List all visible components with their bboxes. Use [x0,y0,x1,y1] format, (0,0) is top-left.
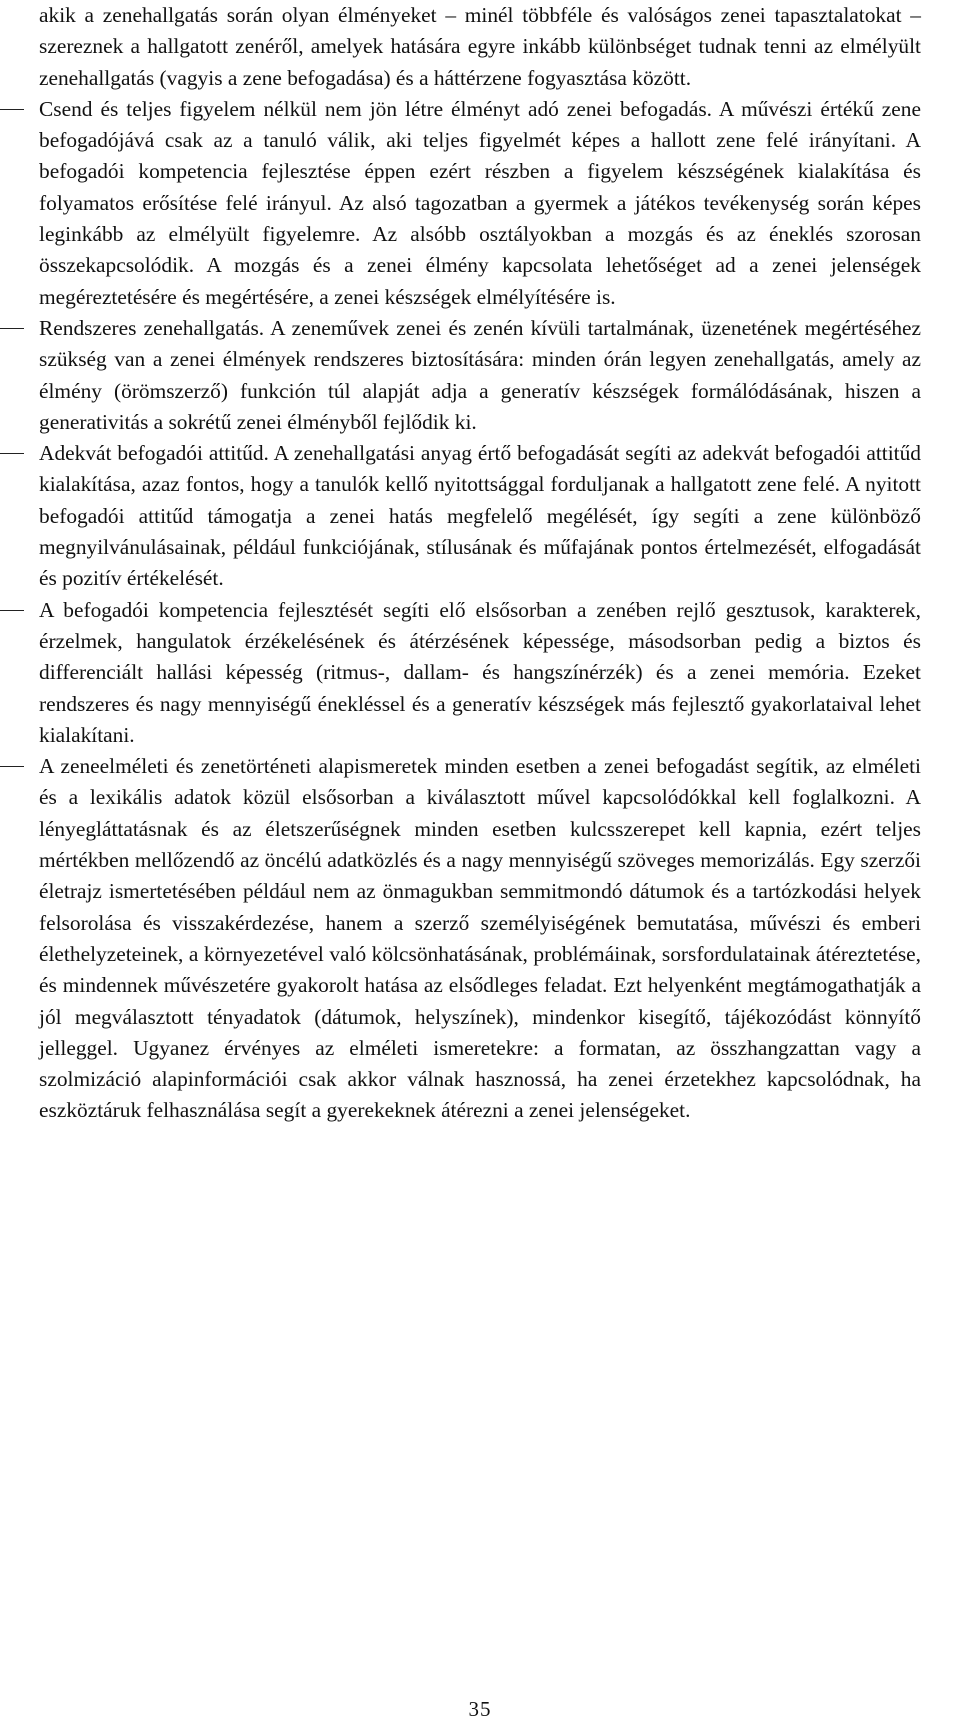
list-item [39,595,921,751]
list-item-text: Rendszeres zenehallgatás. A zeneművek zenei és zenén kívüli tartalmának, üzenetének megértéséhez szükség van a zenei élmények rendszeres biztosítására: minden órán legyen zenehallgatás, amely az élmény (örömszerző) funkción túl alapját adja a generatív készségek formálódásának, hiszen a generativitás a sokrétű zenei élményből fejlődik ki. [39,315,921,434]
dash-bullet [0,453,24,454]
dash-bullet [0,328,24,329]
list-item [39,94,921,313]
page-number: 35 [468,1697,492,1721]
dash-bullet [0,109,24,110]
list-item [39,751,921,1127]
list-item [39,438,921,594]
list-item-text: Csend és teljes figyelem nélkül nem jön létre élményt adó zenei befogadás. A művészi értékű zene befogadójává csak az a tanuló válik, aki teljes figyelmét képes a hallott zene felé irányítani. A befogadói kompetencia fejlesztése éppen ezért részben a figyelem készségének kialakítása és folyamatos erősítése felé irányul. Az alsó tagozatban a gyermek a játékos tevékenység során képes leginkább az elmélyült figyelemre. Az alsóbb osztályokban a mozgás és az éneklés szorosan összekapcsolódik. A mozgás és a zenei élmény kapcsolata lehetőséget ad a zenei jelenségek megéreztetésére és megértésére, a zenei készségek elmélyítésére is. [39,96,921,309]
list-item-text: A zeneelméleti és zenetörténeti alapismeretek minden esetben a zenei befogadást segítik, az elméleti és a lexikális adatok közül elsősorban a kiválasztott művel kapcsolódókkal kell foglalkozni. A lényegláttatásnak és az életszerűségnek minden esetben kulcsszerepet kell kapnia, ezért teljes mértékben mellőzendő az öncélú adatközlés és a nagy mennyiségű szöveges memorizálás. Egy szerzői életrajz ismertetésében például nem az önmagukban semmitmondó dátumok és a tartózkodási helyek felsorolása és visszakérdezése, hanem a szerző személyiségének bemutatása, művészi és emberi élethelyzeteinek, a környezetével való kölcsönhatásának, problémáinak, sorsfordulatainak átéreztetése, és mindennek művészetére gyakorolt hatása az elsődleges feladat. Ezt helyenként megtámogathatják a jól megválasztott tényadatok (dátumok, helyszínek), mindenkor kisegítő, tájékozódást könnyítő jelleggel. Ugyanez érvényes az elméleti ismeretekre: a formatan, az összhangzattan vagy a szolmizáció alapinformációi csak akkor válnak hasznossá, ha zenei érzetekhez kapcsolódnak, ha eszköztáruk felhasználása segít a gyerekeknek átérezni a zenei jelenségeket. [39,754,921,1123]
dash-bullet [0,610,24,611]
list-item-text: A befogadói kompetencia fejlesztését segíti elő elsősorban a zenében rejlő gesztusok, karakterek, érzelmek, hangulatok érzékelésének és átérzésének képessége, másodsorban pedig a biztos és differenciált hallási képesség (ritmus-, dallam- és hangszínérzék) és a zenei memória. Ezeket rendszeres és nagy mennyiségű énekléssel és a generatív készségek más fejlesztő gyakorlataival lehet kialakítani. [39,597,921,747]
list-item [39,313,921,438]
intro-paragraph: akik a zenehallgatás során olyan élményeket – minél többféle és valóságos zenei tapasztalatokat – szereznek a hallgatott zenéről, amelyek hatására egyre inkább különbséget tudnak tenni az elmélyült zenehallgatás (vagyis a zene befogadása) és a háttérzene fogyasztása között. [39,3,921,90]
body-text [39,0,921,1127]
dash-bullet [0,766,24,767]
list-item-text: Adekvát befogadói attitűd. A zenehallgatási anyag értő befogadását segíti az adekvát befogadói attitűd kialakítása, azaz fontos, hogy a tanulók kellő nyitottsággal forduljanak a hallgatott zene felé. A nyitott befogadói attitűd támogatja a zenei hatás megfelelő megélését, így segíti a zene különböző megnyilvánulásainak, például funkciójának, stílusának és műfajának pontos értelmezését, elfogadását és pozitív értékelését. [39,441,921,591]
